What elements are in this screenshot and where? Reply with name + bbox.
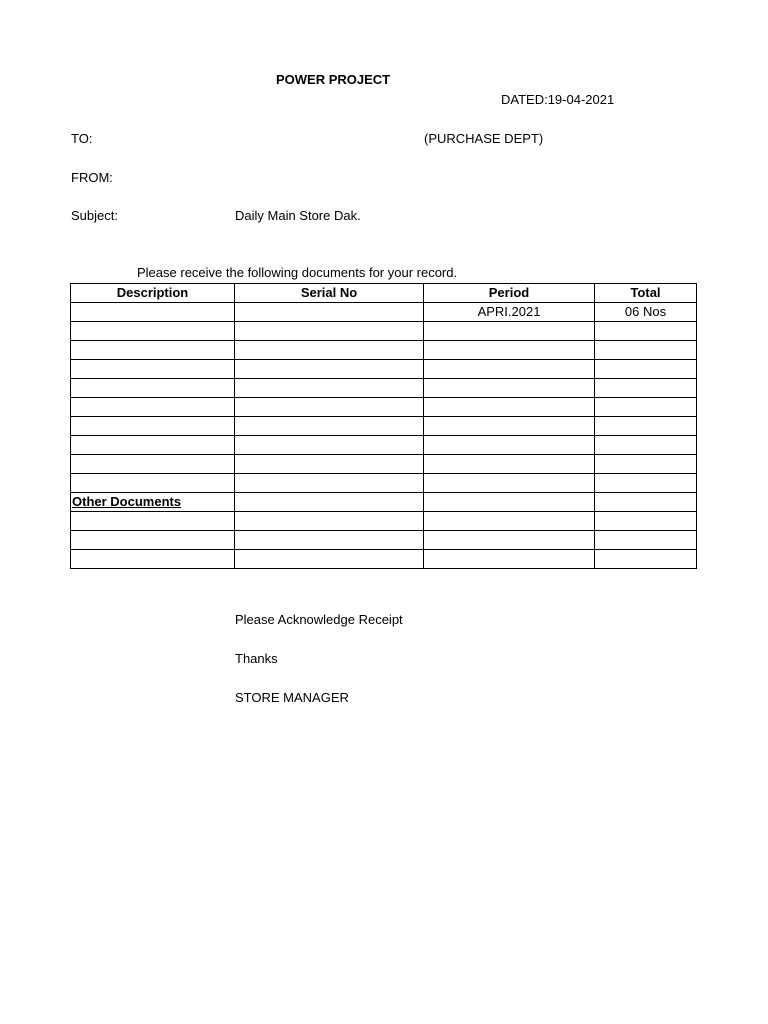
to-department: (PURCHASE DEPT) — [424, 131, 544, 146]
description-cell — [71, 417, 235, 436]
serial-no-cell — [235, 531, 424, 550]
serial-no-cell — [235, 322, 424, 341]
period-cell — [424, 379, 595, 398]
serial-no-cell — [235, 341, 424, 360]
thanks-text: Thanks — [235, 651, 278, 666]
period-cell — [424, 455, 595, 474]
serial-no-cell — [235, 360, 424, 379]
total-cell — [595, 436, 697, 455]
serial-no-cell — [235, 455, 424, 474]
total-cell — [595, 398, 697, 417]
table-row — [71, 417, 697, 436]
table-row — [71, 398, 697, 417]
total-cell — [595, 512, 697, 531]
description-cell — [71, 531, 235, 550]
serial-no-cell — [235, 474, 424, 493]
signoff-text: STORE MANAGER — [235, 690, 349, 705]
document-title: POWER PROJECT — [276, 72, 391, 87]
table-row — [71, 303, 697, 322]
table-header-row — [71, 284, 697, 303]
table-row-other-documents — [71, 493, 697, 512]
column-header-description: Description — [71, 284, 235, 303]
table-row — [71, 360, 697, 379]
total-cell — [595, 360, 697, 379]
total-cell — [595, 531, 697, 550]
total-cell — [595, 417, 697, 436]
period-cell — [424, 398, 595, 417]
table-row — [71, 322, 697, 341]
description-cell — [71, 436, 235, 455]
period-cell — [424, 512, 595, 531]
column-header-total: Total — [595, 284, 697, 303]
document-date: DATED:19-04-2021 — [501, 92, 615, 107]
table-row — [71, 341, 697, 360]
description-cell — [71, 322, 235, 341]
intro-text: Please receive the following documents for your record. — [137, 265, 458, 280]
serial-no-cell — [235, 512, 424, 531]
serial-no-cell — [235, 379, 424, 398]
table-row — [71, 531, 697, 550]
description-cell — [71, 550, 235, 569]
period-cell — [424, 474, 595, 493]
serial-no-cell — [235, 398, 424, 417]
table-row — [71, 550, 697, 569]
from-label: FROM: — [71, 170, 113, 185]
description-cell — [71, 341, 235, 360]
period-cell — [424, 417, 595, 436]
period-cell — [424, 341, 595, 360]
table-row — [71, 455, 697, 474]
table-row — [71, 512, 697, 531]
other-documents-heading: Other Documents — [71, 493, 235, 512]
total-cell — [595, 455, 697, 474]
to-label: TO: — [71, 131, 93, 146]
column-header-serial-no: Serial No — [235, 284, 424, 303]
description-cell — [71, 303, 235, 322]
subject-label: Subject: — [71, 208, 118, 223]
serial-no-cell — [235, 417, 424, 436]
description-cell — [71, 474, 235, 493]
period-cell: APRI.2021 — [424, 303, 595, 322]
period-cell — [424, 360, 595, 379]
description-cell — [71, 379, 235, 398]
description-cell — [71, 455, 235, 474]
documents-table — [70, 283, 697, 569]
period-cell — [424, 436, 595, 455]
description-cell — [71, 512, 235, 531]
serial-no-cell — [235, 303, 424, 322]
acknowledge-text: Please Acknowledge Receipt — [235, 612, 403, 627]
period-cell — [424, 322, 595, 341]
period-cell — [424, 493, 595, 512]
serial-no-cell — [235, 493, 424, 512]
serial-no-cell — [235, 550, 424, 569]
period-cell — [424, 531, 595, 550]
table-row — [71, 379, 697, 398]
serial-no-cell — [235, 436, 424, 455]
description-cell — [71, 398, 235, 417]
total-cell — [595, 474, 697, 493]
total-cell — [595, 341, 697, 360]
total-cell — [595, 379, 697, 398]
total-cell: 06 Nos — [595, 303, 697, 322]
total-cell — [595, 493, 697, 512]
period-cell — [424, 550, 595, 569]
subject-value: Daily Main Store Dak. — [235, 208, 361, 223]
table-row — [71, 474, 697, 493]
total-cell — [595, 322, 697, 341]
total-cell — [595, 550, 697, 569]
table-row — [71, 436, 697, 455]
column-header-period: Period — [424, 284, 595, 303]
description-cell — [71, 360, 235, 379]
